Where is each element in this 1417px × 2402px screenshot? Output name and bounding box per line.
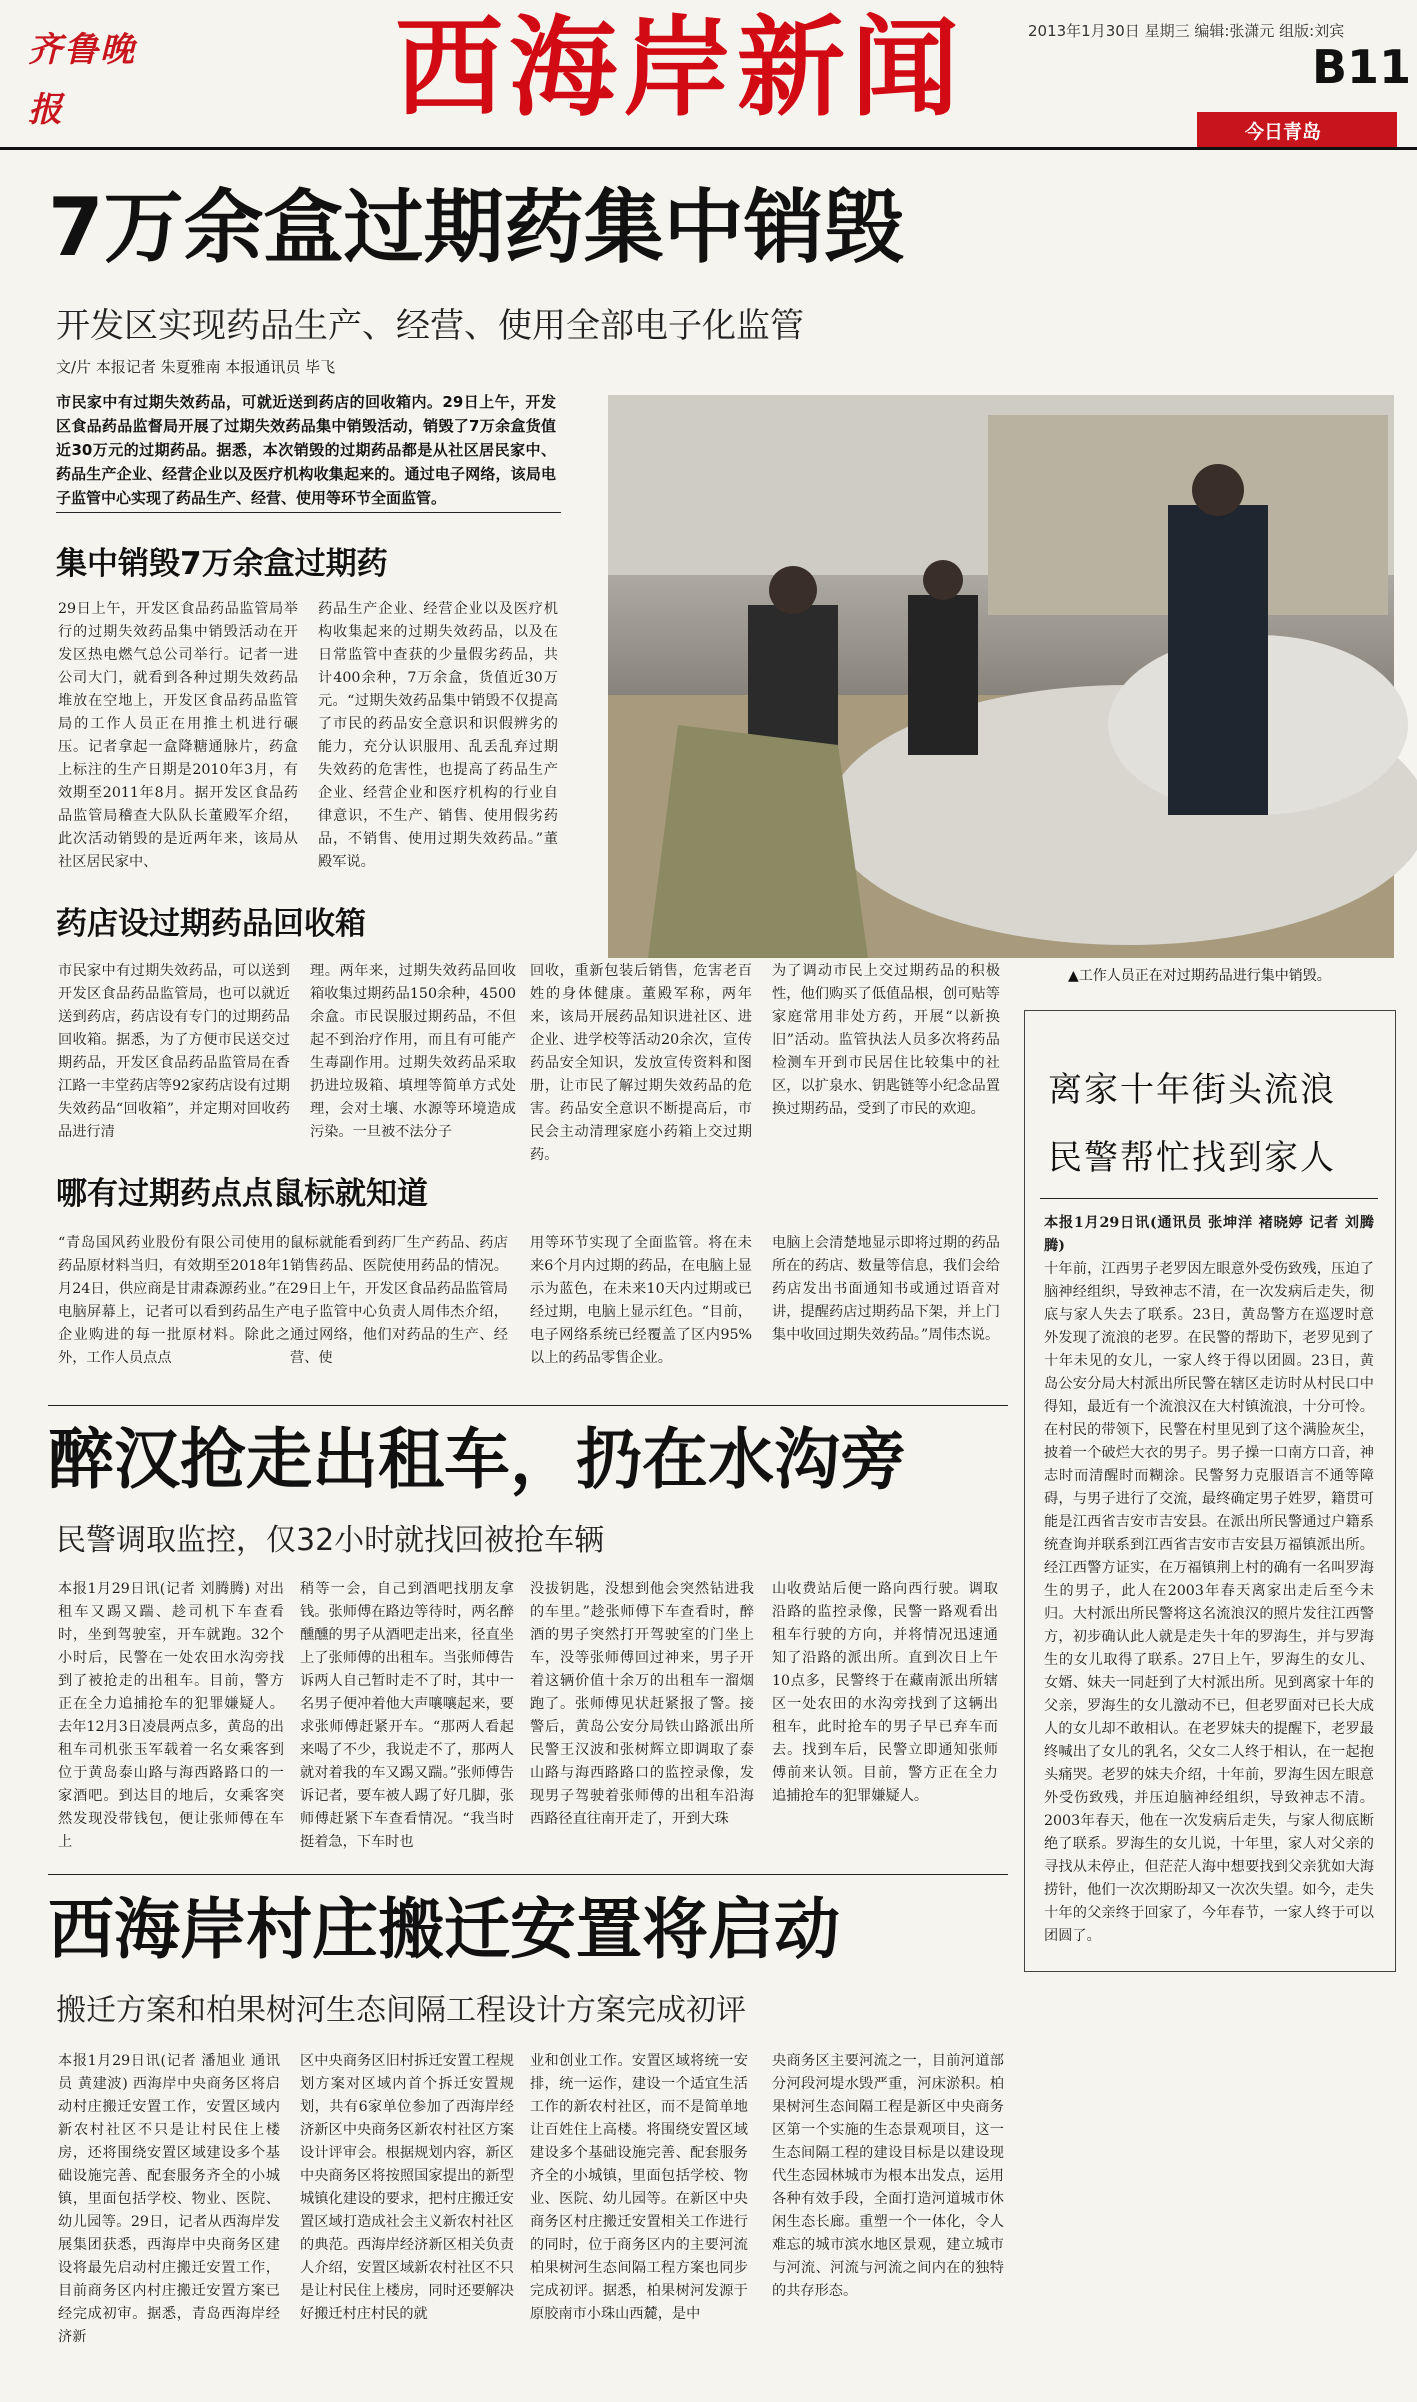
page-number: B11 <box>1312 40 1412 94</box>
story2-col1: 本报1月29日讯(记者 刘腾腾) 对出租车又踢又踹、趁司机下车查看时，坐到驾驶室，开车就跑。32个小时后，民警在一处农田水沟旁找到了被抢走的出租车。目前，警方正在全力追捕抢车的犯罪嫌疑人。去年12月3日凌晨两点多，黄岛的出租车司机张玉军载着一名女乘客到位于黄岛泰山路与海西路路口的一家酒吧。到达目的地后，女乘客突然发现没带钱包，便让张师傅在车上 <box>58 1581 284 1850</box>
story1-sec2-col4: 为了调动市民上交过期药品的积极性，他们购买了低值品根，创可贴等家庭常用非处方药，开展“以新换旧”活动。监管执法人员多次将药品检测车开到市民居住比较集中的社区，以扩泉水、钥匙链等小纪念品置换过期药品，受到了市民的欢迎。 <box>772 963 1000 1117</box>
sidebar-divider <box>1040 1198 1378 1199</box>
story1-sec3-title: 哪有过期药点点鼠标就知道 <box>56 1176 428 1212</box>
story1-sec1-title: 集中销毁7万余盒过期药 <box>56 546 388 582</box>
story3-col1: 本报1月29日讯(记者 潘旭业 通讯员 黄建波) 西海岸中央商务区将启动村庄搬迁安置工作，安置区域内新农村社区不只是让村民住上楼房，还将围绕安置区域建设多个基础设施完善、配套服务齐全的小城镇，里面包括学校、物业、医院、幼儿园等。29日，记者从西海岸发展集团获悉，西海岸中央商务区建设将最先启动村庄搬迁安置工作，目前商务区内村庄搬迁安置方案已经完成初审。据悉，青岛西海岸经济新 <box>58 2053 280 2345</box>
story1-sec3-col3: 用等环节实现了全面监管。将在未来6个月内过期的药品，在电脑上显示为蓝色，在未来10天内过期或已经过期，电脑上显示红色。“目前，电子网络系统已经覆盖了区内95%以上的药品零售企业。 <box>530 1235 752 1366</box>
section-title: 西海岸新闻 <box>395 5 966 131</box>
story1-sec2-title: 药店设过期药品回收箱 <box>56 906 366 942</box>
story2-headline: 醉汉抢走出租车，扔在水沟旁 <box>48 1421 906 1498</box>
story1-sec2-col3: 回收，重新包装后销售，危害老百姓的身体健康。董殿军称，两年来，该局开展药品知识进社区、进企业、进学校等活动20余次，宣传药品安全知识，发放宣传资料和图册，让市民了解过期失效药品的危害。药品安全意识不断提高后，市民会主动清理家庭小药箱上交过期药。 <box>530 963 752 1163</box>
sidebar-headline-1: 离家十年街头流浪 <box>1048 1070 1336 1110</box>
story3-col4: 央商务区主要河流之一，目前河道部分河段河堤水毁严重，河床淤积。柏果树河生态间隔工程是新区中央商务区第一个实施的生态景观项目，这一生态间隔工程的建设目标是以建设现代生态园林城市为根本出发点，运用各种有效手段，全面打造河道城市休闲生态长廊。重塑一个一体化，令人难忘的城市滨水地区景观，建立城市与河流、河流与河流之间内在的独特的共存形态。 <box>772 2053 1004 2299</box>
photo-scene <box>608 395 1394 958</box>
story1-subhead: 开发区实现药品生产、经营、使用全部电子化监管 <box>56 306 804 346</box>
lead-divider <box>56 512 561 513</box>
story2-col2: 稍等一会，自己到酒吧找朋友拿钱。张师傅在路边等待时，两名醉醺醺的男子从酒吧走出来，径直坐上了张师傅的出租车。当张师傅告诉两人自己暂时走不了时，其中一名男子便冲着他大声嚷嚷起来，要求张师傅赶紧开车。“那两人看起来喝了不少，我说走不了，那两人就对着我的车又踢又踹。”张师傅告诉记者，要车被人踢了好几脚，张师傅赶紧下车查看情况。“我当时挺着急，下车时也 <box>300 1581 514 1850</box>
story1-headline: 7万余盒过期药集中销毁 <box>48 181 904 274</box>
story2-col4: 山收费站后便一路向西行驶。调取沿路的监控录像，民警一路观看出租车行驶的方向，并将情况迅速通知了沿路的派出所。直到次日上午10点多，民警终于在藏南派出所辖区一处农田的水沟旁找到了这辆出租车，此时抢车的男子早已弃车而去。找到车后，民警立即通知张师傅前来认领。目前，警方正在全力追捕抢车的犯罪嫌疑人。 <box>772 1581 998 1804</box>
section-band-label: 今日青岛 <box>1245 121 1322 143</box>
story1-sec1-col1: 29日上午，开发区食品药品监管局举行的过期失效药品集中销毁活动在开发区热电燃气总公司举行。记者一进公司大门，就看到各种过期失效药品堆放在空地上，开发区食品药品监管局的工作人员正在用推土机进行碾压。记者拿起一盒降糖通脉片，药盒上标注的生产日期是2010年3月，有效期至2011年8月。据开发区食品药品监管局稽查大队队长董殿军介绍，此次活动销毁的是近两年来，该局从社区居民家中、 <box>58 601 298 870</box>
story1-sec1-col2: 药品生产企业、经营企业以及医疗机构收集起来的过期失效药品，以及在日常监管中查获的少量假劣药品，共计400余种，7万余盒，货值近30万元。“过期失效药品集中销毁不仅提高了市民的药品安全意识和识假辨劣的能力，充分认识服用、乱丢乱弃过期失效药的危害性，也提高了药品生产企业、经营企业和医疗机构的行业自律意识，不生产、销售、使用假劣药品，不销售、使用过期失效药品。”董殿军说。 <box>318 601 558 870</box>
story-divider-1 <box>48 1405 1008 1406</box>
sidebar-byline: 本报1月29日讯(通讯员 张坤洋 褚晓婷 记者 刘腾腾) <box>1044 1215 1374 1254</box>
story3-subhead: 搬迁方案和柏果树河生态间隔工程设计方案完成初评 <box>56 1993 746 2028</box>
masthead-rule <box>0 147 1417 150</box>
sidebar-text: 十年前，江西男子老罗因左眼意外受伤致残，压迫了脑神经组织，导致神志不清，在一次发病后走失，彻底与家人失去了联系。23日，黄岛警方在巡逻时意外发现了流浪的老罗。在民警的帮助下，老罗见到了十年未见的女儿，一家人终于得以团圆。23日，黄岛公安分局大村派出所民警在辖区走访时从村民口中得知，最近有一个流浪汉在大村镇流浪，十分可怜。在村民的带领下，民警在村里见到了这个满脸灰尘，披着一个破烂大衣的男子。男子操一口南方口音，神志时而清醒时而糊涂。民警努力克服语言不通等障碍，与男子进行了交流，最终确定男子姓罗，籍贯可能是江西省吉安市吉安县。在派出所民警通过户籍系统查询并联系到江西省吉安市吉安县万福镇派出所。经江西警方证实，在万福镇荆上村的确有一名叫罗海生的男子，此人在2003年春天离家出走后至今未归。大村派出所民警将这名流浪汉的照片发往江西警方，初步确认此人就是走失十年的罗海生，并与罗海生的女儿取得了联系。27日上午，罗海生的女儿、女婿、妹夫一同赶到了大村派出所。见到离家十年的父亲，罗海生的女儿激动不已，但老罗面对已长大成人的女儿却不敢相认。在老罗妹夫的提醒下，老罗最终喊出了女儿的乳名，父女二人终于相认，在一起抱头痛哭。老罗的妹夫介绍，十年前，罗海生因左眼意外受伤致残，并压迫脑神经组织，导致神志不清。2003年春天，他在一次发病后走失，与家人彻底断绝了联系。罗海生的女儿说，十年里，家人对父亲的寻找从未停止，但茫茫人海中想要找到父亲犹如大海捞针，他们一次次期盼却又一次次失望。如今，走失十年的父亲终于回家了，今年春节，一家人终于可以团圆了。 <box>1044 1261 1374 1944</box>
news-photo <box>608 395 1394 958</box>
issue-meta: 2013年1月30日 星期三 编辑:张潇元 组版:刘宾 <box>1028 22 1345 40</box>
story3-col3: 业和创业工作。安置区域将统一安排，统一运作，建设一个适宜生活工作的新农村社区，而不是简单地让百姓住上高楼。将围绕安置区域建设多个基础设施完善、配套服务齐全的小城镇，里面包括学校、物业、医院、幼儿园等。在新区中央商务区村庄搬迁安置相关工作进行的同时，位于商务区内的主要河流柏果树河生态间隔工程方案也同步完成初评。据悉，柏果树河发源于原胶南市小珠山西麓，是中 <box>530 2053 748 2322</box>
story3-headline: 西海岸村庄搬迁安置将启动 <box>48 1891 840 1968</box>
story2-subhead: 民警调取监控，仅32小时就找回被抢车辆 <box>56 1523 605 1558</box>
story3-col2: 区中央商务区旧村拆迁安置工程规划方案对区域内首个拆迁安置规划，共有6家单位参加了西海岸经济新区中央商务区新农村社区方案设计评审会。根据规划内容，新区中央商务区将按照国家提出的新型城镇化建设的要求，把村庄搬迁安置区域打造成社会主义新农村社区的典范。西海岸经济新区相关负责人介绍，安置区域新农村社区不只是让村民住上楼房，同时还要解决好搬迁村庄村民的就 <box>300 2053 514 2322</box>
story2-col3: 没拔钥匙，没想到他会突然钻进我的车里。”趁张师傅下车查看时，醉酒的男子突然打开驾驶室的门坐上车，没等张师傅回过神来，男子开着这辆价值十余万的出租车一溜烟跑了。张师傅见状赶紧报了警。接警后，黄岛公安分局铁山路派出所民警王汉波和张树辉立即调取了泰山路与海西路路口的监控录像，发现男子驾驶着张师傅的出租车沿海西路径直往南开走了，开到大珠 <box>530 1581 754 1827</box>
story1-sec3-col1: “青岛国风药业股份有限公司使用的药品原材料当归，有效期至2018年1月24日，供应商是甘肃森源药业。”在电脑屏幕上，记者可以看到药品生产企业购进的每一批原材料。除此之外，工作人员点点 <box>58 1235 290 1366</box>
story1-sec3-col4: 电脑上会清楚地显示即将过期的药品所在的药店、数量等信息，我们会给药店发出书面通知书或通过语音对讲，提醒药店过期药品下架，并上门集中收回过期失效药品。”周伟杰说。 <box>772 1235 1000 1343</box>
story-divider-2 <box>48 1874 1008 1875</box>
story1-sec2-col1: 市民家中有过期失效药品，可以送到开发区食品药品监管局，也可以就近送到药店，药店设有专门的过期药品回收箱。据悉，为了方便市民送交过期药品，开发区食品药品监管局在香江路一丰堂药店等92家药店设有过期失效药品“回收箱”，并定期对回收药品进行清 <box>58 963 290 1140</box>
newspaper-logo: 齐鲁晚报 <box>28 30 136 130</box>
story1-sec2-col2: 理。两年来，过期失效药品回收箱收集过期药品150余种，4500余盒。市民误服过期药品，不但起不到治疗作用，而且有可能产生毒副作用。过期失效药品采取扔进垃圾箱、填埋等简单方式处理，会对土壤、水源等环境造成污染。一旦被不法分子 <box>310 963 516 1140</box>
story1-byline: 文/片 本报记者 朱夏雅南 本报通讯员 毕飞 <box>56 358 336 376</box>
story1-lead: 市民家中有过期失效药品，可就近送到药店的回收箱内。29日上午，开发区食品药品监督局开展了过期失效药品集中销毁活动，销毁了7万余盒货值近30万元的过期药品。据悉，本次销毁的过期药品都是从社区居民家中、药品生产企业、经营企业以及医疗机构收集起来的。通过电子网络，该局电子监管中心实现了药品生产、经营、使用等环节全面监管。 <box>56 393 556 507</box>
sidebar-headline-2: 民警帮忙找到家人 <box>1048 1138 1336 1178</box>
photo-caption: ▲工作人员正在对过期药品进行集中销毁。 <box>1068 968 1331 984</box>
story1-sec3-col2: 鼠标就能看到药厂生产药品、药店销售药品、医院使用药品的情况。29日上午，开发区食品药品监管局电子监管中心负责人周伟杰介绍，通过网络，他们对药品的生产、经营、使 <box>290 1235 508 1366</box>
